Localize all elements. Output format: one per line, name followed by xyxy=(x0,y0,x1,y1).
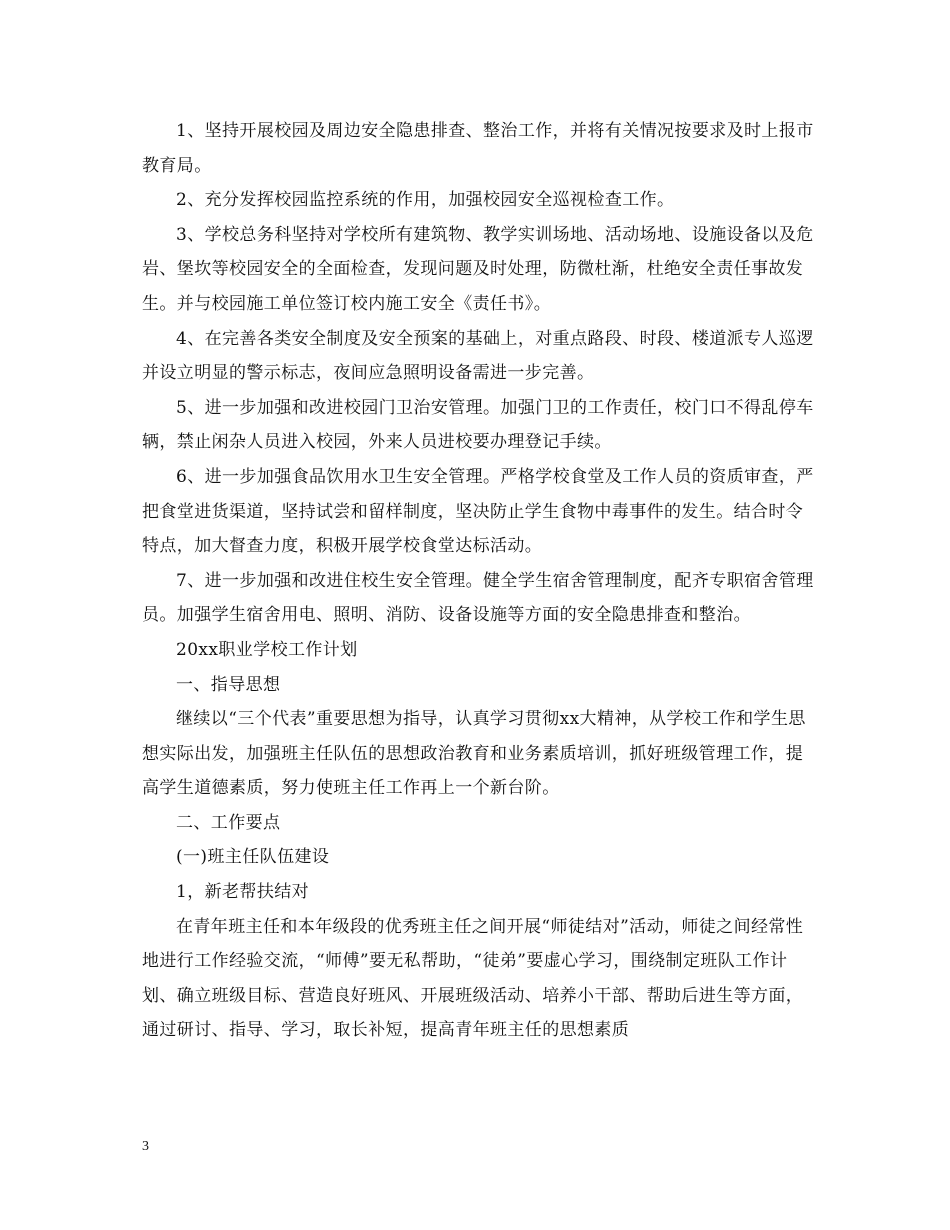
paragraph-item-3: 3、学校总务科坚持对学校所有建筑物、教学实训场地、活动场地、设施设备以及危岩、堡坎等校园安全的全面检查，发现问题及时处理，防微杜渐，杜绝安全责任事故发生。并与校园施工单位签订校内施工安全《责任书》。 xyxy=(142,224,814,314)
paragraph-item-7: 7、进一步加强和改进住校生安全管理。健全学生宿舍管理制度，配齐专职宿舍管理员。加强学生宿舍用电、照明、消防、设备设施等方面的安全隐患排查和整治。 xyxy=(142,570,814,626)
paragraph-item-4: 4、在完善各类安全制度及安全预案的基础上，对重点路段、时段、楼道派专人巡逻并设立明显的警示标志，夜间应急照明设备需进一步完善。 xyxy=(142,328,814,384)
paragraph-item-6: 6、进一步加强食品饮用水卫生安全管理。严格学校食堂及工作人员的资质审查，严把食堂进货渠道，坚持试尝和留样制度，坚决防止学生食物中毒事件的发生。结合时令特点，加大督查力度，积极开展学校食堂达标活动。 xyxy=(142,466,814,557)
subheading-team-building: (一)班主任队伍建设 xyxy=(176,847,330,868)
section-title: 20xx职业学校工作计划 xyxy=(176,639,358,660)
heading-work-points: 二、工作要点 xyxy=(176,812,281,833)
paragraph-mentoring: 在青年班主任和本年级段的优秀班主任之间开展“师徒结对”活动，师徒之间经常性地进行工作经验交流，“师傅”要无私帮助，“徒弟”要虚心学习，围绕制定班队工作计划、确立班级目标、营造良好班风、开展班级活动、培养小干部、帮助后进生等方面，通过研讨、指导、学习，取长补短，提高青年班主任的思想素质 xyxy=(142,916,804,1041)
heading-guiding-ideology: 一、指导思想 xyxy=(176,674,281,695)
document-body xyxy=(142,114,818,1048)
paragraph-item-2: 2、充分发挥校园监控系统的作用，加强校园安全巡视检查工作。 xyxy=(176,190,675,211)
page-number: 3 xyxy=(142,1139,149,1154)
subheading-mentoring: 1，新老帮扶结对 xyxy=(176,882,310,903)
paragraph-item-1: 1、坚持开展校园及周边安全隐患排查、整治工作，并将有关情况按要求及时上报市教育局。 xyxy=(142,121,814,176)
paragraph-guiding-ideology: 继续以“三个代表”重要思想为指导，认真学习贯彻xx大精神，从学校工作和学生思想实际出发，加强班主任队伍的思想政治教育和业务素质培训，抓好班级管理工作，提高学生道德素质，努力使班主任工作再上一个新台阶。 xyxy=(142,709,806,799)
paragraph-item-5: 5、进一步加强和改进校园门卫治安管理。加强门卫的工作责任，校门口不得乱停车辆，禁止闲杂人员进入校园，外来人员进校要办理登记手续。 xyxy=(142,397,814,453)
